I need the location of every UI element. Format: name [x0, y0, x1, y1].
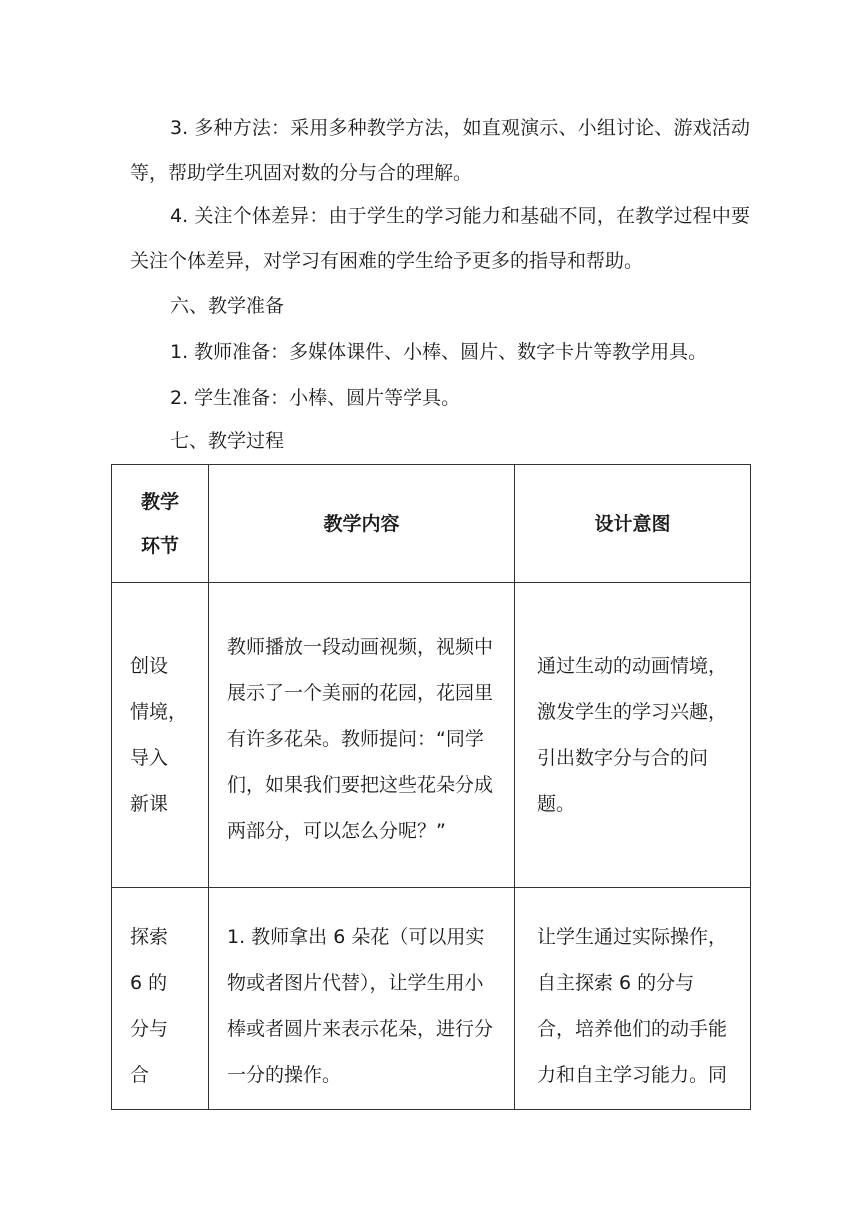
stage-line: 合 — [130, 1063, 150, 1086]
header-stage-line1: 教学 — [140, 490, 179, 513]
table-row — [112, 888, 751, 1110]
stage-cell — [112, 583, 209, 888]
teaching-process-table — [111, 464, 751, 1110]
student-preparation: 2. 学生准备：小棒、圆片等学具。 — [170, 387, 461, 409]
intent-cell: 让学生通过实际操作，自主探索 6 的分与合，培养他们的动手能力和自主学习能力。同 — [515, 888, 751, 1110]
paragraph-method-4: 4. 关注个体差异：由于学生的学习能力和基础不同，在教学过程中要关注个体差异，对学习有困难的学生给予更多的指导和帮助。 — [130, 205, 750, 272]
section-6-heading: 六、教学准备 — [170, 295, 285, 317]
stage-line: 6 的 — [130, 971, 168, 994]
header-intent: 设计意图 — [515, 465, 751, 583]
content-cell: 1. 教师拿出 6 朵花（可以用实物或者图片代替），让学生用小棒或者圆片来表示花朵，进行分一分的操作。 — [209, 888, 515, 1110]
stage-line: 新课 — [130, 793, 169, 815]
teacher-preparation: 1. 教师准备：多媒体课件、小棒、圆片、数字卡片等教学用具。 — [170, 341, 708, 363]
header-stage-line2: 环节 — [140, 534, 179, 557]
stage-cell — [112, 888, 209, 1110]
section-7-heading: 七、教学过程 — [170, 430, 285, 452]
header-stage — [112, 465, 209, 583]
intent-cell: 通过生动的动画情境，激发学生的学习兴趣，引出数字分与合的问题。 — [515, 583, 751, 888]
stage-line: 创设 — [130, 655, 169, 677]
content-cell: 教师播放一段动画视频，视频中展示了一个美丽的花园，花园里有许多花朵。教师提问：“同学们，如果我们要把这些花朵分成两部分，可以怎么分呢？” — [209, 583, 515, 888]
stage-line: 导入 — [130, 747, 169, 769]
table-header-row — [112, 465, 751, 583]
table-row — [112, 583, 751, 888]
header-content: 教学内容 — [209, 465, 515, 583]
stage-line: 情境， — [130, 701, 188, 723]
stage-line: 分与 — [130, 1017, 169, 1040]
paragraph-method-3: 3. 多种方法：采用多种教学方法，如直观演示、小组讨论、游戏活动等，帮助学生巩固对数的分与合的理解。 — [130, 117, 750, 184]
stage-line: 探索 — [130, 925, 169, 948]
